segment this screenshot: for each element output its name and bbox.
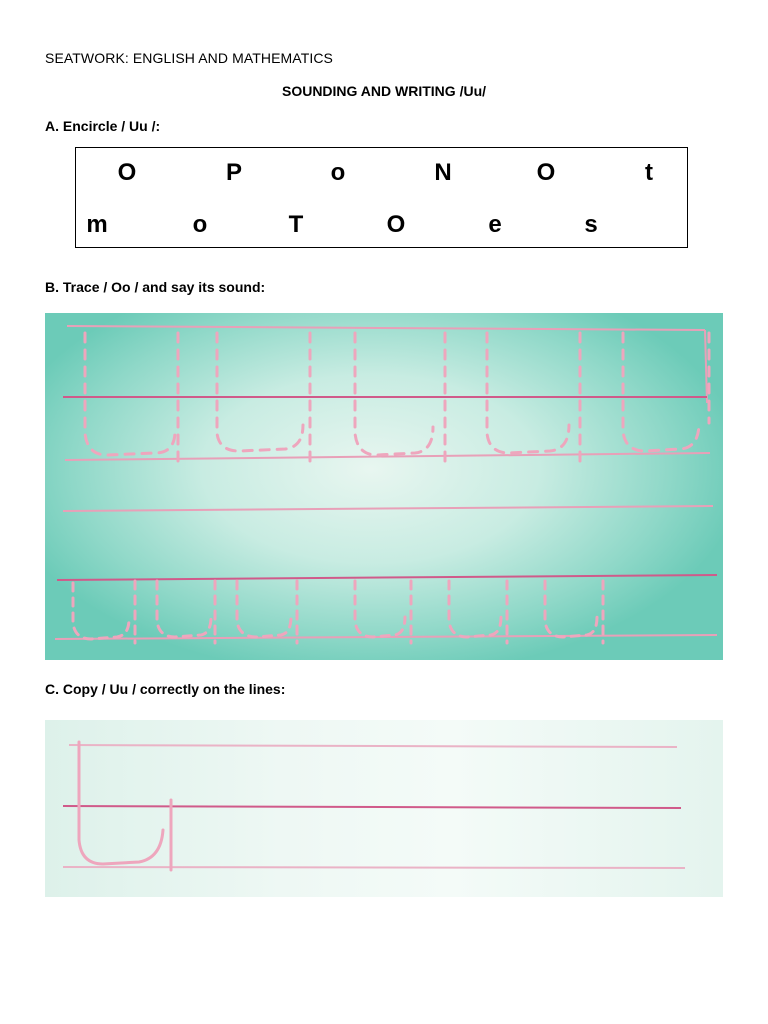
letter[interactable]: O	[536, 159, 556, 186]
copy-lines-drawing	[45, 720, 723, 897]
worksheet-title: SOUNDING AND WRITING /Uu/	[281, 83, 487, 99]
trace-worksheet-photo	[45, 313, 723, 660]
letter[interactable]: m	[86, 211, 108, 238]
trace-lines-drawing	[45, 313, 723, 660]
letter[interactable]: o	[330, 159, 346, 186]
letter[interactable]: T	[288, 211, 304, 238]
letter[interactable]: t	[645, 159, 653, 186]
letter[interactable]: s	[584, 211, 598, 238]
letter-box	[75, 147, 688, 248]
letter[interactable]: O	[117, 159, 137, 186]
letter[interactable]: N	[434, 159, 452, 186]
letter[interactable]: e	[488, 211, 502, 238]
letter[interactable]: o	[192, 211, 208, 238]
section-a-label: A. Encircle / Uu /:	[45, 118, 161, 134]
copy-worksheet-photo	[45, 720, 723, 897]
worksheet-header: SEATWORK: ENGLISH AND MATHEMATICS	[45, 50, 333, 66]
letter[interactable]: P	[225, 159, 243, 186]
section-b-label: B. Trace / Oo / and say its sound:	[45, 279, 266, 295]
letter[interactable]: O	[386, 211, 406, 238]
section-c-label: C. Copy / Uu / correctly on the lines:	[45, 681, 286, 697]
